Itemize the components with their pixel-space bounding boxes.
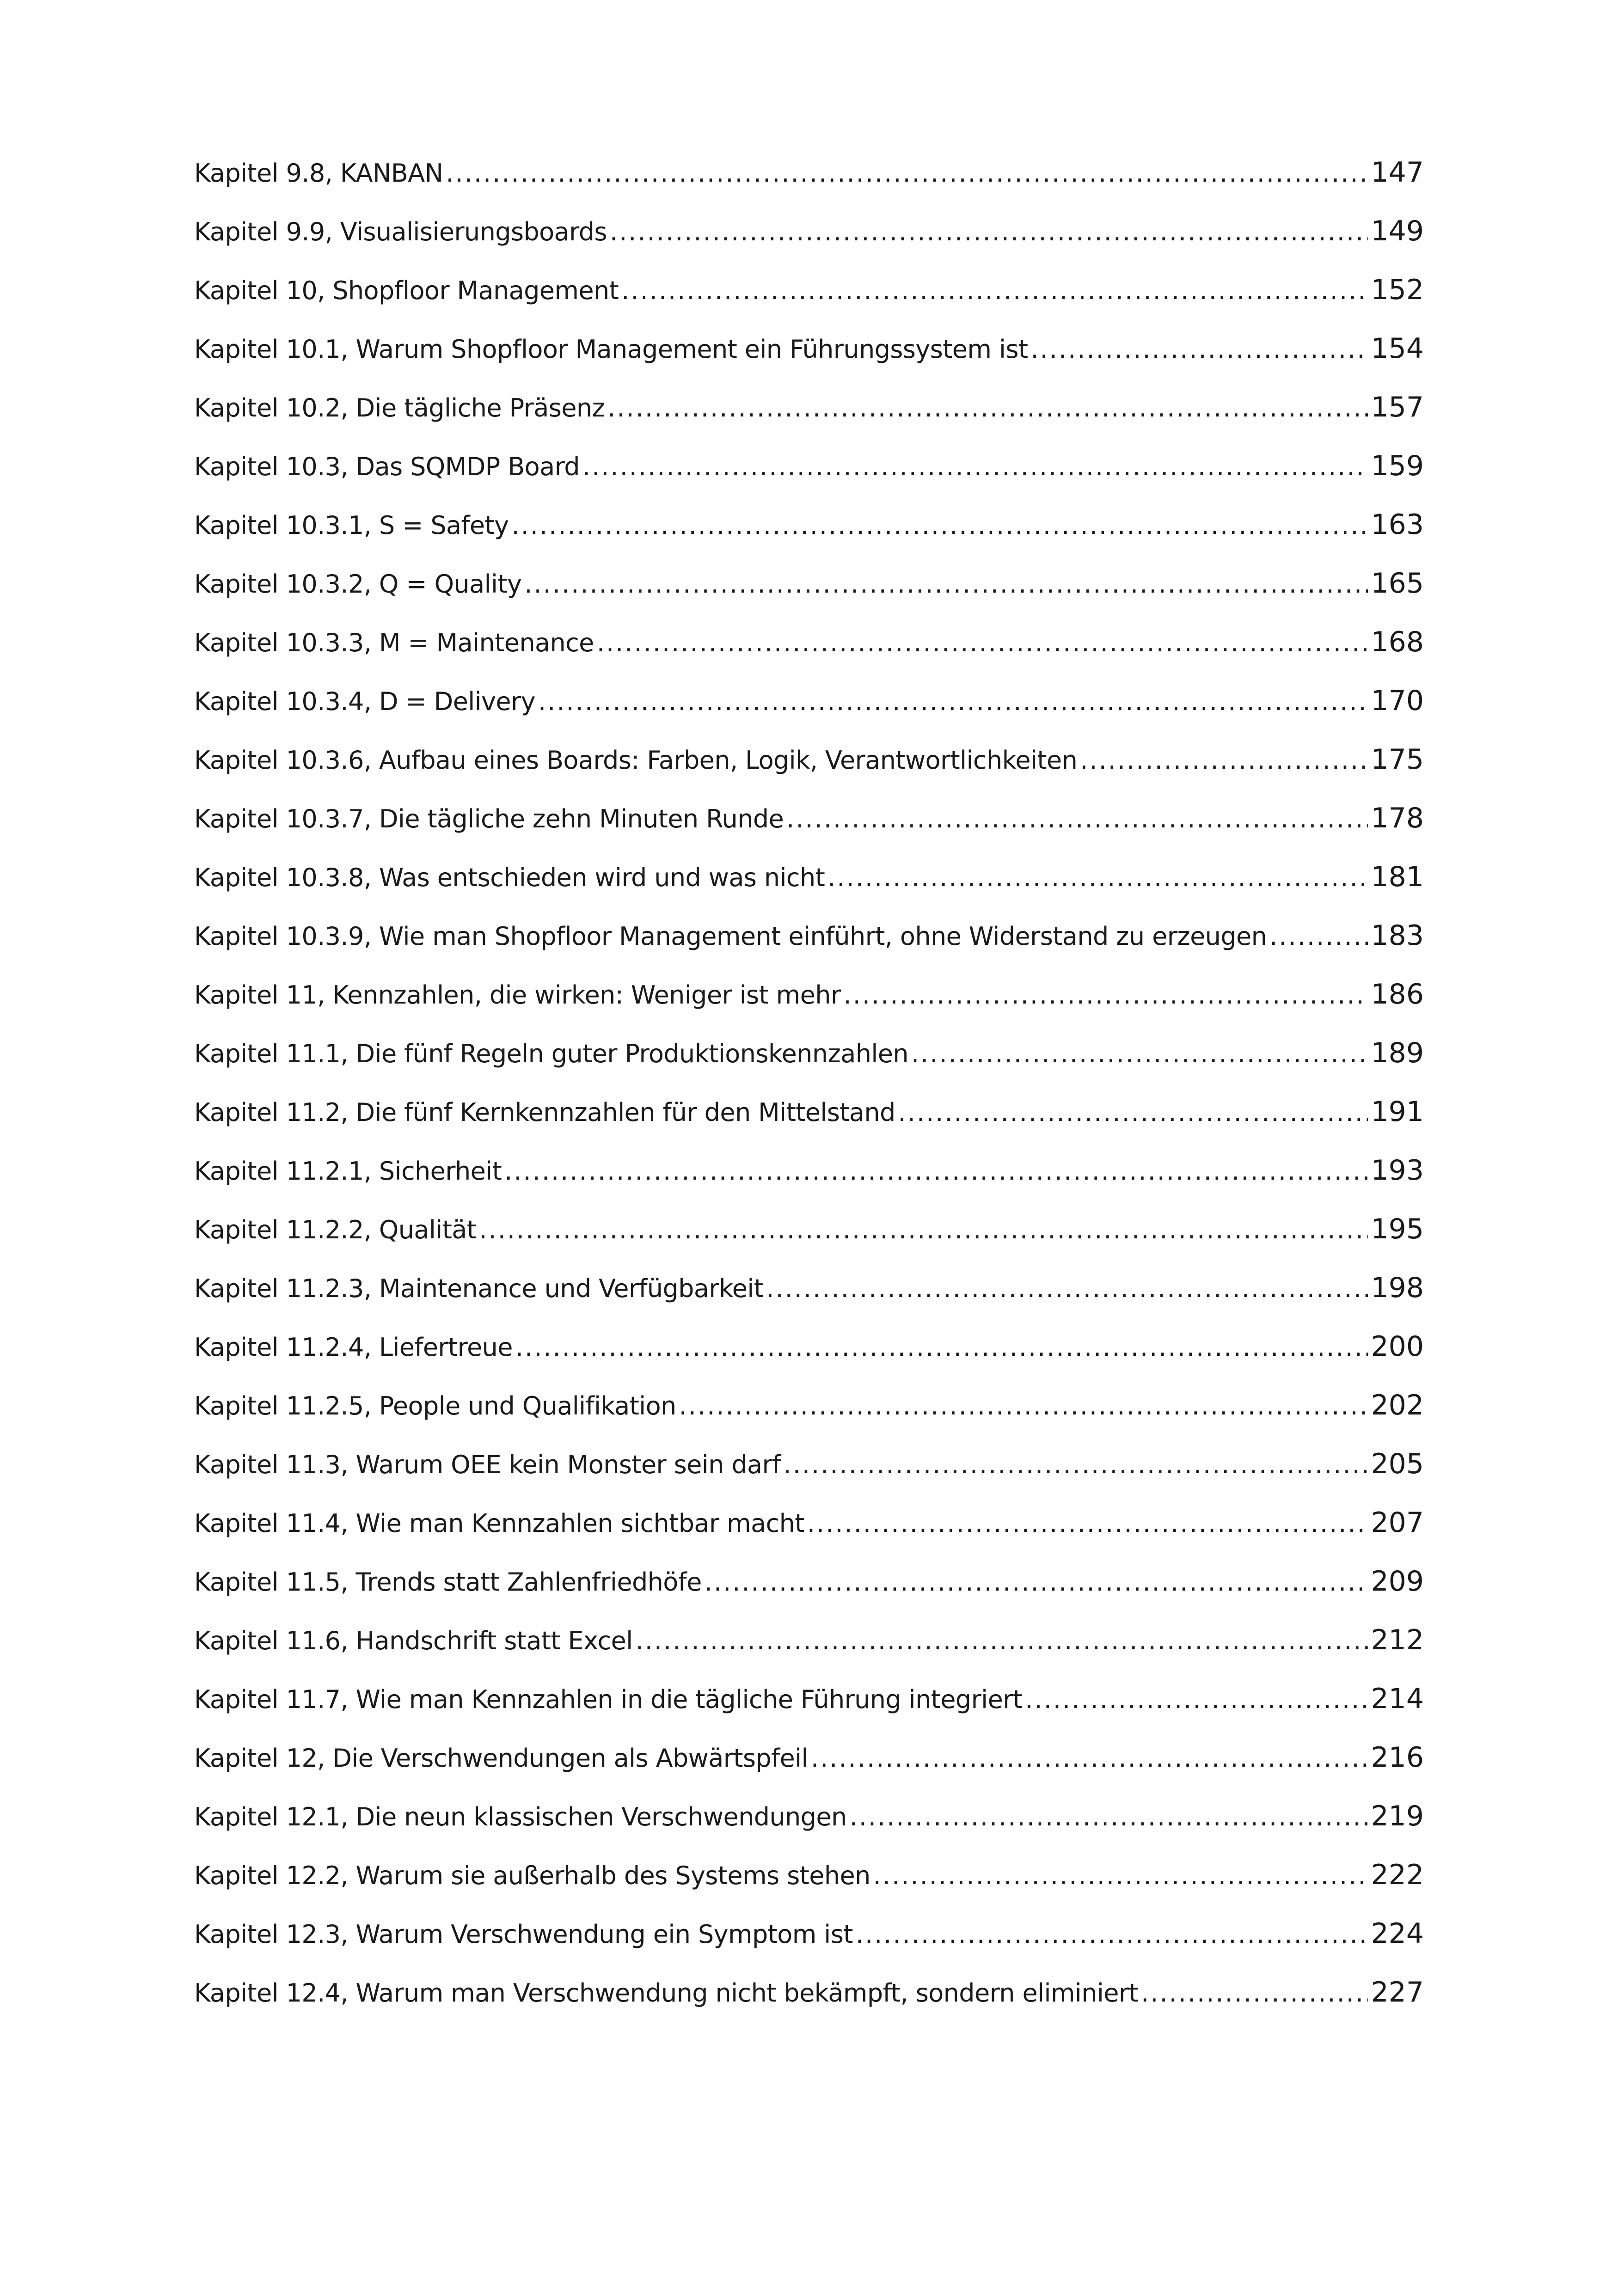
toc-entry-title: Kapitel 11, Kennzahlen, die wirken: Weniger ist mehr — [194, 980, 841, 1010]
toc-entry-title: Kapitel 10, Shopfloor Management — [194, 276, 619, 305]
toc-entry-page-number: 202 — [1371, 1389, 1424, 1421]
toc-entry-title: Kapitel 11.2.2, Qualität — [194, 1215, 477, 1244]
toc-entry-page-number: 205 — [1371, 1448, 1424, 1480]
toc-entry-title: Kapitel 10.3.6, Aufbau eines Boards: Farben, Logik, Verantwortlichkeiten — [194, 746, 1078, 775]
toc-entry-page-number: 175 — [1371, 743, 1424, 776]
toc-entry-title: Kapitel 10.3.8, Was entschieden wird und was nicht — [194, 863, 825, 892]
toc-dot-leader — [827, 860, 1368, 896]
toc-dot-leader — [1025, 1682, 1368, 1718]
toc-entry-title: Kapitel 12.2, Warum sie außerhalb des Systems stehen — [194, 1861, 870, 1890]
toc-entry-title: Kapitel 11.4, Wie man Kennzahlen sichtbar macht — [194, 1509, 804, 1538]
toc-entry-title: Kapitel 9.9, Visualisierungsboards — [194, 217, 607, 246]
toc-entry-page-number: 154 — [1371, 332, 1424, 365]
toc-dot-leader — [515, 1329, 1368, 1365]
toc-entry — [194, 683, 1424, 741]
toc-entry-page-number: 209 — [1371, 1565, 1424, 1598]
toc-entry-page-number: 183 — [1371, 919, 1424, 952]
toc-entry-title: Kapitel 10.2, Die tägliche Präsenz — [194, 393, 605, 422]
toc-entry — [194, 1446, 1424, 1505]
toc-entry-page-number: 195 — [1371, 1213, 1424, 1245]
toc-dot-leader — [607, 390, 1368, 426]
toc-entry — [194, 1739, 1424, 1798]
toc-entry — [194, 565, 1424, 624]
toc-dot-leader — [479, 1212, 1368, 1248]
toc-entry — [194, 1505, 1424, 1563]
toc-dot-leader — [850, 1799, 1368, 1835]
toc-entry-title: Kapitel 11.1, Die fünf Regeln guter Produktionskennzahlen — [194, 1039, 908, 1068]
toc-entry-title: Kapitel 10.3.2, Q = Quality — [194, 569, 522, 599]
toc-entry-title: Kapitel 11.2.3, Maintenance und Verfügbarkeit — [194, 1274, 764, 1303]
toc-entry-title: Kapitel 10.3.9, Wie man Shopfloor Management einführt, ohne Widerstand zu erzeugen — [194, 922, 1267, 951]
toc-dot-leader — [784, 1447, 1368, 1483]
toc-dot-leader — [911, 1036, 1368, 1072]
toc-dot-leader — [538, 684, 1368, 720]
toc-entry-page-number: 222 — [1371, 1859, 1424, 1891]
toc-dot-leader — [511, 508, 1368, 544]
toc-entry — [194, 1916, 1424, 1974]
toc-entry-page-number: 200 — [1371, 1330, 1424, 1363]
toc-entry-title: Kapitel 11.2.1, Sicherheit — [194, 1157, 502, 1186]
toc-entry-title: Kapitel 10.3.7, Die tägliche zehn Minuten Runde — [194, 804, 784, 833]
toc-dot-leader — [679, 1388, 1368, 1424]
toc-dot-leader — [504, 1153, 1368, 1189]
table-of-contents — [194, 154, 1424, 2033]
toc-entry — [194, 1974, 1424, 2033]
toc-dot-leader — [1141, 1975, 1368, 2011]
toc-entry — [194, 1681, 1424, 1739]
toc-dot-leader — [844, 977, 1368, 1013]
toc-entry — [194, 213, 1424, 272]
toc-entry-page-number: 193 — [1371, 1154, 1424, 1187]
toc-entry — [194, 1387, 1424, 1446]
toc-entry-page-number: 189 — [1371, 1037, 1424, 1069]
toc-entry-page-number: 207 — [1371, 1506, 1424, 1539]
toc-entry-title: Kapitel 11.2.5, People und Qualifikation — [194, 1391, 676, 1420]
toc-dot-leader — [1080, 742, 1368, 778]
toc-entry-title: Kapitel 9.8, KANBAN — [194, 159, 443, 188]
toc-entry-page-number: 214 — [1371, 1683, 1424, 1715]
toc-entry — [194, 1622, 1424, 1681]
toc-entry-title: Kapitel 12.3, Warum Verschwendung ein Symptom ist — [194, 1920, 853, 1949]
toc-dot-leader — [856, 1916, 1368, 1953]
toc-entry-page-number: 212 — [1371, 1624, 1424, 1656]
toc-dot-leader — [610, 214, 1368, 250]
toc-entry-title: Kapitel 11.7, Wie man Kennzahlen in die tägliche Führung integriert — [194, 1685, 1023, 1714]
toc-entry — [194, 1857, 1424, 1916]
toc-entry-page-number: 163 — [1371, 508, 1424, 541]
toc-entry-title: Kapitel 10.3, Das SQMDP Board — [194, 452, 580, 481]
toc-dot-leader — [766, 1271, 1368, 1307]
toc-entry — [194, 976, 1424, 1035]
toc-entry-page-number: 149 — [1371, 215, 1424, 247]
toc-entry — [194, 389, 1424, 448]
toc-entry — [194, 507, 1424, 565]
toc-dot-leader — [898, 1095, 1368, 1131]
toc-entry-title: Kapitel 10.3.1, S = Safety — [194, 511, 509, 540]
toc-dot-leader — [1269, 918, 1368, 955]
toc-entry — [194, 1152, 1424, 1211]
toc-entry-title: Kapitel 10.3.4, D = Delivery — [194, 687, 535, 716]
toc-entry — [194, 1563, 1424, 1622]
toc-entry-page-number: 216 — [1371, 1741, 1424, 1774]
toc-entry-title: Kapitel 12.4, Warum man Verschwendung nicht bekämpft, sondern eliminiert — [194, 1978, 1139, 2008]
toc-entry — [194, 1035, 1424, 1094]
toc-entry — [194, 741, 1424, 800]
toc-entry-title: Kapitel 11.5, Trends statt Zahlenfriedhöfe — [194, 1567, 702, 1597]
toc-entry-page-number: 152 — [1371, 274, 1424, 306]
toc-entry — [194, 624, 1424, 683]
toc-entry — [194, 1270, 1424, 1329]
toc-entry — [194, 918, 1424, 976]
toc-entry-title: Kapitel 12.1, Die neun klassischen Verschwendungen — [194, 1802, 847, 1831]
toc-entry — [194, 448, 1424, 507]
toc-entry-page-number: 227 — [1371, 1976, 1424, 2008]
toc-dot-leader — [705, 1564, 1368, 1600]
toc-dot-leader — [446, 155, 1368, 191]
toc-entry — [194, 1094, 1424, 1152]
toc-dot-leader — [597, 625, 1368, 661]
toc-entry-title: Kapitel 11.2, Die fünf Kernkennzahlen für den Mittelstand — [194, 1098, 895, 1127]
toc-dot-leader — [621, 273, 1368, 309]
toc-entry — [194, 800, 1424, 859]
toc-dot-leader — [1030, 331, 1368, 367]
toc-entry — [194, 1211, 1424, 1270]
toc-entry — [194, 154, 1424, 213]
toc-entry-page-number: 181 — [1371, 861, 1424, 893]
toc-entry — [194, 1329, 1424, 1387]
toc-entry — [194, 272, 1424, 331]
toc-entry-page-number: 224 — [1371, 1917, 1424, 1950]
toc-entry-page-number: 219 — [1371, 1800, 1424, 1832]
toc-entry-page-number: 198 — [1371, 1272, 1424, 1304]
toc-entry-title: Kapitel 10.3.3, M = Maintenance — [194, 628, 594, 657]
toc-entry — [194, 859, 1424, 918]
toc-entry-title: Kapitel 11.3, Warum OEE kein Monster sein darf — [194, 1450, 781, 1479]
toc-dot-leader — [524, 566, 1368, 602]
toc-entry-page-number: 168 — [1371, 626, 1424, 658]
toc-dot-leader — [636, 1623, 1368, 1659]
toc-dot-leader — [582, 449, 1368, 485]
toc-entry-title: Kapitel 12, Die Verschwendungen als Abwärtspfeil — [194, 1744, 808, 1773]
toc-entry-title: Kapitel 11.6, Handschrift statt Excel — [194, 1626, 633, 1655]
toc-entry-page-number: 147 — [1371, 156, 1424, 189]
toc-entry — [194, 1798, 1424, 1857]
toc-entry-page-number: 165 — [1371, 567, 1424, 600]
toc-dot-leader — [873, 1858, 1368, 1894]
toc-entry-page-number: 170 — [1371, 685, 1424, 717]
toc-entry — [194, 331, 1424, 389]
toc-entry-title: Kapitel 11.2.4, Liefertreue — [194, 1333, 513, 1362]
toc-dot-leader — [811, 1740, 1368, 1776]
toc-entry-title: Kapitel 10.1, Warum Shopfloor Management ein Führungssystem ist — [194, 335, 1028, 364]
toc-dot-leader — [786, 801, 1368, 837]
toc-entry-page-number: 159 — [1371, 450, 1424, 482]
toc-entry-page-number: 157 — [1371, 391, 1424, 423]
toc-entry-page-number: 178 — [1371, 802, 1424, 834]
toc-dot-leader — [807, 1506, 1368, 1542]
toc-entry-page-number: 186 — [1371, 978, 1424, 1010]
toc-entry-page-number: 191 — [1371, 1096, 1424, 1128]
